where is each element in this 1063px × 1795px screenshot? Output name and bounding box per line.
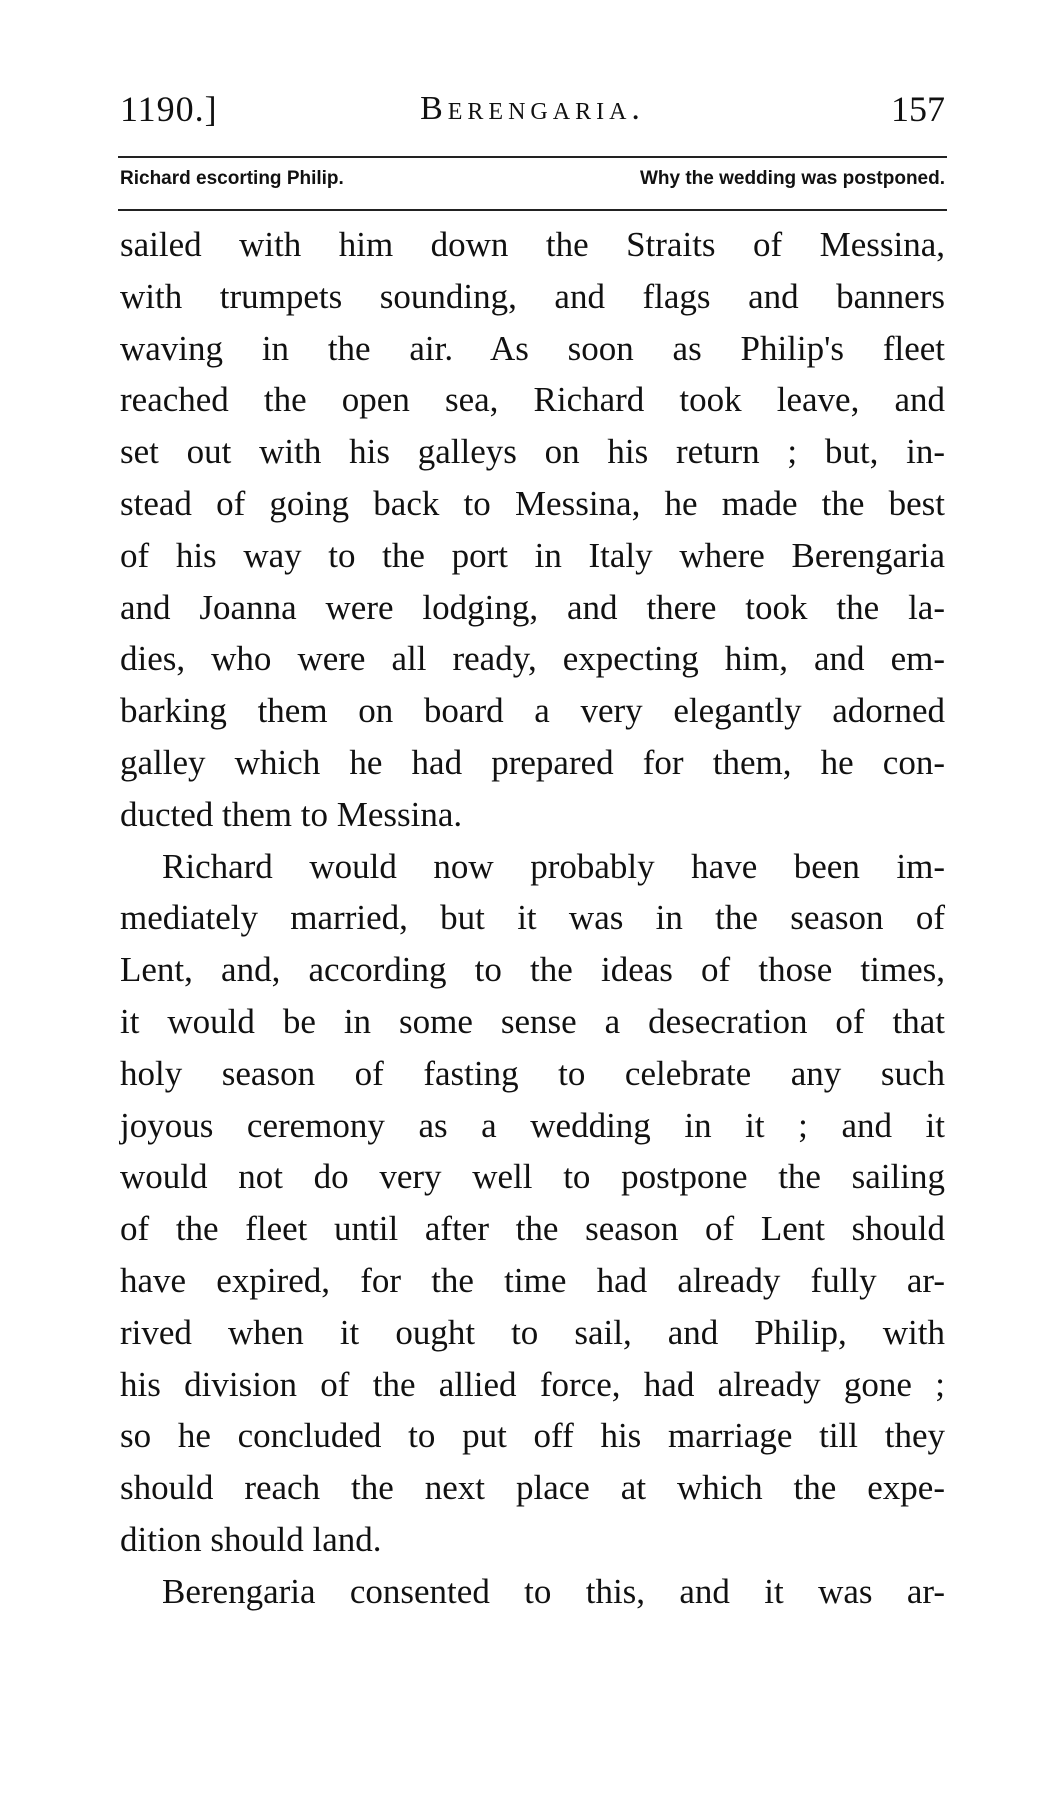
text-line: barking them on board a very elegantly adorned [120, 691, 945, 731]
text-line: dies, who were all ready, expecting him, and em- [120, 639, 945, 679]
subhead-right: Why the wedding was postponed. [639, 168, 945, 189]
text-line: waving in the air. As soon as Philip's fleet [120, 328, 945, 368]
text-line: it would be in some sense a desecration of that [120, 1001, 945, 1041]
header-year: 1190.] [120, 89, 218, 129]
text-line: would not do very well to postpone the sailing [120, 1157, 945, 1197]
text-line: Richard would now probably have been im- [162, 846, 945, 886]
text-line: holy season of fasting to celebrate any such [120, 1053, 945, 1093]
text-line: stead of going back to Messina, he made the best [120, 483, 945, 523]
text-line: should reach the next place at which the expe- [120, 1468, 945, 1508]
header-title: Berengaria. [420, 90, 645, 127]
side-headings [120, 168, 945, 198]
text-line: sailed with him down the Straits of Messina, [120, 225, 945, 264]
text-line: of his way to the port in Italy where Berengaria [120, 535, 945, 575]
text-line: set out with his galleys on his return ; but, in- [120, 432, 945, 472]
text-line: and Joanna were lodging, and there took the la- [120, 587, 945, 627]
text-line: have expired, for the time had already fully ar- [120, 1260, 945, 1300]
text-line: joyous ceremony as a wedding in it ; and it [120, 1105, 945, 1145]
header-rule-top [118, 156, 947, 158]
text-line: ducted them to Messina. [120, 794, 463, 834]
text-line: with trumpets sounding, and flags and banners [120, 276, 945, 316]
subhead-left: Richard escorting Philip. [120, 168, 344, 189]
text-line: of the fleet until after the season of Lent should [120, 1209, 945, 1249]
text-line: mediately married, but it was in the season of [120, 898, 945, 938]
running-header [120, 88, 945, 132]
text-line: Berengaria consented to this, and it was ar- [162, 1571, 945, 1611]
text-line: Lent, and, according to the ideas of those times, [120, 950, 945, 990]
body-text [120, 219, 945, 1618]
text-line: reached the open sea, Richard took leave, and [120, 380, 945, 420]
text-line: rived when it ought to sail, and Philip, with [120, 1312, 945, 1352]
text-line: dition should land. [120, 1519, 382, 1559]
text-line: so he concluded to put off his marriage till they [120, 1416, 945, 1456]
text-line: his division of the allied force, had already gone ; [120, 1364, 945, 1404]
text-line: galley which he had prepared for them, he con- [120, 742, 945, 782]
page-number: 157 [891, 89, 945, 129]
header-rule-bottom [118, 209, 947, 211]
